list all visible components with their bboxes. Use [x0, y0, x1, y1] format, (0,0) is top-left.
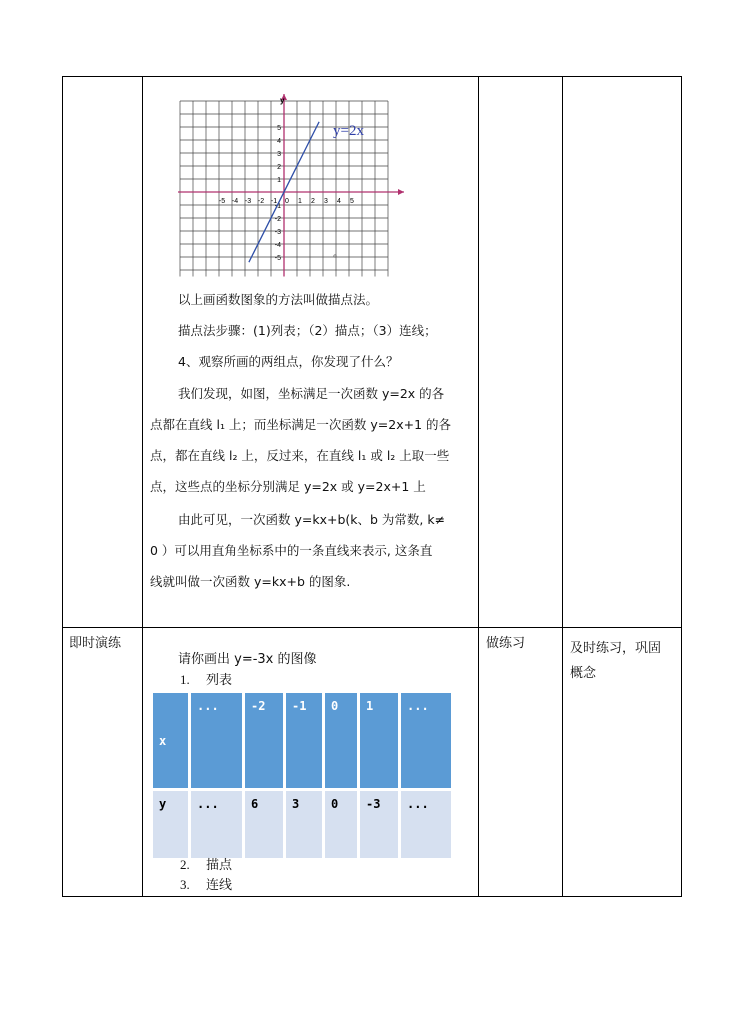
purpose-line-2: 概念 — [570, 666, 597, 681]
y-tick-label: -2 — [274, 216, 281, 223]
step-text: 描点 — [206, 858, 233, 873]
table-top-border — [62, 76, 682, 77]
graph-tick-labels — [219, 125, 354, 262]
x-tick-label: -4 — [231, 198, 239, 205]
x-tick-label: -1 — [270, 198, 278, 205]
row-label-practice: 即时演练 — [69, 636, 122, 651]
y-axis-label: y — [280, 96, 285, 105]
y-tick-label: 4 — [277, 138, 281, 145]
purpose-line-1: 及时练习，巩固 — [570, 641, 662, 656]
table-cell: 0 — [325, 791, 357, 858]
table-cell: x — [153, 693, 188, 788]
table-cell: 0 — [325, 693, 357, 788]
question-4-text: 4、观察所画的两组点，你发现了什么？ — [178, 354, 399, 369]
conclusion-paragraph — [150, 504, 476, 597]
value-table — [150, 690, 454, 861]
step-plot-points — [180, 856, 232, 875]
y-tick-label: 3 — [277, 151, 281, 158]
step-list-table — [180, 671, 232, 690]
conclusion-line: 由此可见，一次函数 y=kx+b(k、b 为常数, k≠ — [178, 512, 446, 527]
x-tick-label: 3 — [324, 198, 328, 205]
function-line-label: y=2x — [333, 123, 364, 139]
x-tick-label: -5 — [218, 198, 226, 205]
table-left-border — [62, 76, 63, 897]
table-col-divider-2 — [478, 76, 479, 897]
table-cell: -3 — [360, 791, 398, 858]
table-bottom-border — [62, 896, 682, 897]
table-col-divider-1 — [142, 76, 143, 897]
y-tick-label: -3 — [274, 229, 281, 236]
step-number: 2. — [180, 857, 190, 872]
discovery-line: 点，这些点的坐标分别满足 y=2x 或 y=2x+1 上 — [150, 479, 426, 494]
conclusion-line: 0 ）可以用直角坐标系中的一条直线来表示, 这条直 — [150, 543, 433, 558]
practice-prompt: 请你画出 y=-3x 的图像 — [178, 652, 317, 667]
table-cell: ... — [401, 693, 451, 788]
table-cell: 6 — [245, 791, 283, 858]
method-steps — [178, 315, 474, 346]
table-cell: ... — [191, 791, 242, 858]
y-tick-label: -4 — [274, 242, 281, 249]
step-number: 1. — [180, 672, 190, 687]
y-tick-label: 1 — [277, 177, 281, 184]
table-cell: -1 — [286, 693, 322, 788]
y-tick-label: -5 — [274, 255, 281, 262]
x-tick-label: 2 — [311, 198, 315, 205]
discovery-line: 我们发现，如图，坐标满足一次函数 y=2x 的各 — [178, 386, 445, 401]
table-cell: 1 — [360, 693, 398, 788]
step-text: 连线 — [206, 878, 233, 893]
question-4 — [178, 346, 474, 377]
coordinate-graph — [176, 88, 412, 280]
step-connect-line — [180, 876, 232, 895]
table-row-divider — [62, 627, 682, 628]
graph-axes — [178, 94, 404, 277]
activity-cell: 做练习 — [486, 636, 526, 651]
x-tick-label: 5 — [350, 198, 354, 205]
table-cell: ... — [191, 693, 242, 788]
x-tick-label: -3 — [244, 198, 252, 205]
x-tick-label: 1 — [298, 198, 302, 205]
x-tick-label: 4 — [337, 198, 341, 205]
step-number: 3. — [180, 877, 190, 892]
discovery-line: 点都在直线 l₁ 上；而坐标满足一次函数 y=2x+1 的各 — [150, 417, 452, 432]
table-cell: 3 — [286, 791, 322, 858]
y-tick-label: 5 — [277, 125, 281, 132]
method-note — [178, 284, 474, 315]
table-right-border — [681, 76, 682, 897]
table-cell: -2 — [245, 693, 283, 788]
table-cell: y — [153, 791, 188, 858]
method-definition: 以上画函数图象的方法叫做描点法。 — [178, 292, 379, 307]
x-axis-arrow — [398, 189, 404, 195]
x-tick-label: 0 — [285, 198, 289, 205]
discovery-paragraph — [150, 378, 476, 502]
table-cell: ... — [401, 791, 451, 858]
step-text: 列表 — [206, 673, 233, 688]
conclusion-line: 线就叫做一次函数 y=kx+b 的图象. — [150, 574, 351, 589]
y-tick-label: 2 — [277, 164, 281, 171]
discovery-line: 点，都在直线 l₂ 上，反过来，在直线 l₁ 或 l₂ 上取一些 — [150, 448, 450, 463]
table-row-y — [153, 791, 451, 858]
y-tick-label: -1 — [274, 203, 281, 210]
table-col-divider-3 — [562, 76, 563, 897]
x-tick-label: -2 — [257, 198, 265, 205]
table-row-x — [153, 693, 451, 788]
method-steps-text: 描点法步骤：(1)列表；（2）描点；（3）连线； — [178, 323, 437, 338]
